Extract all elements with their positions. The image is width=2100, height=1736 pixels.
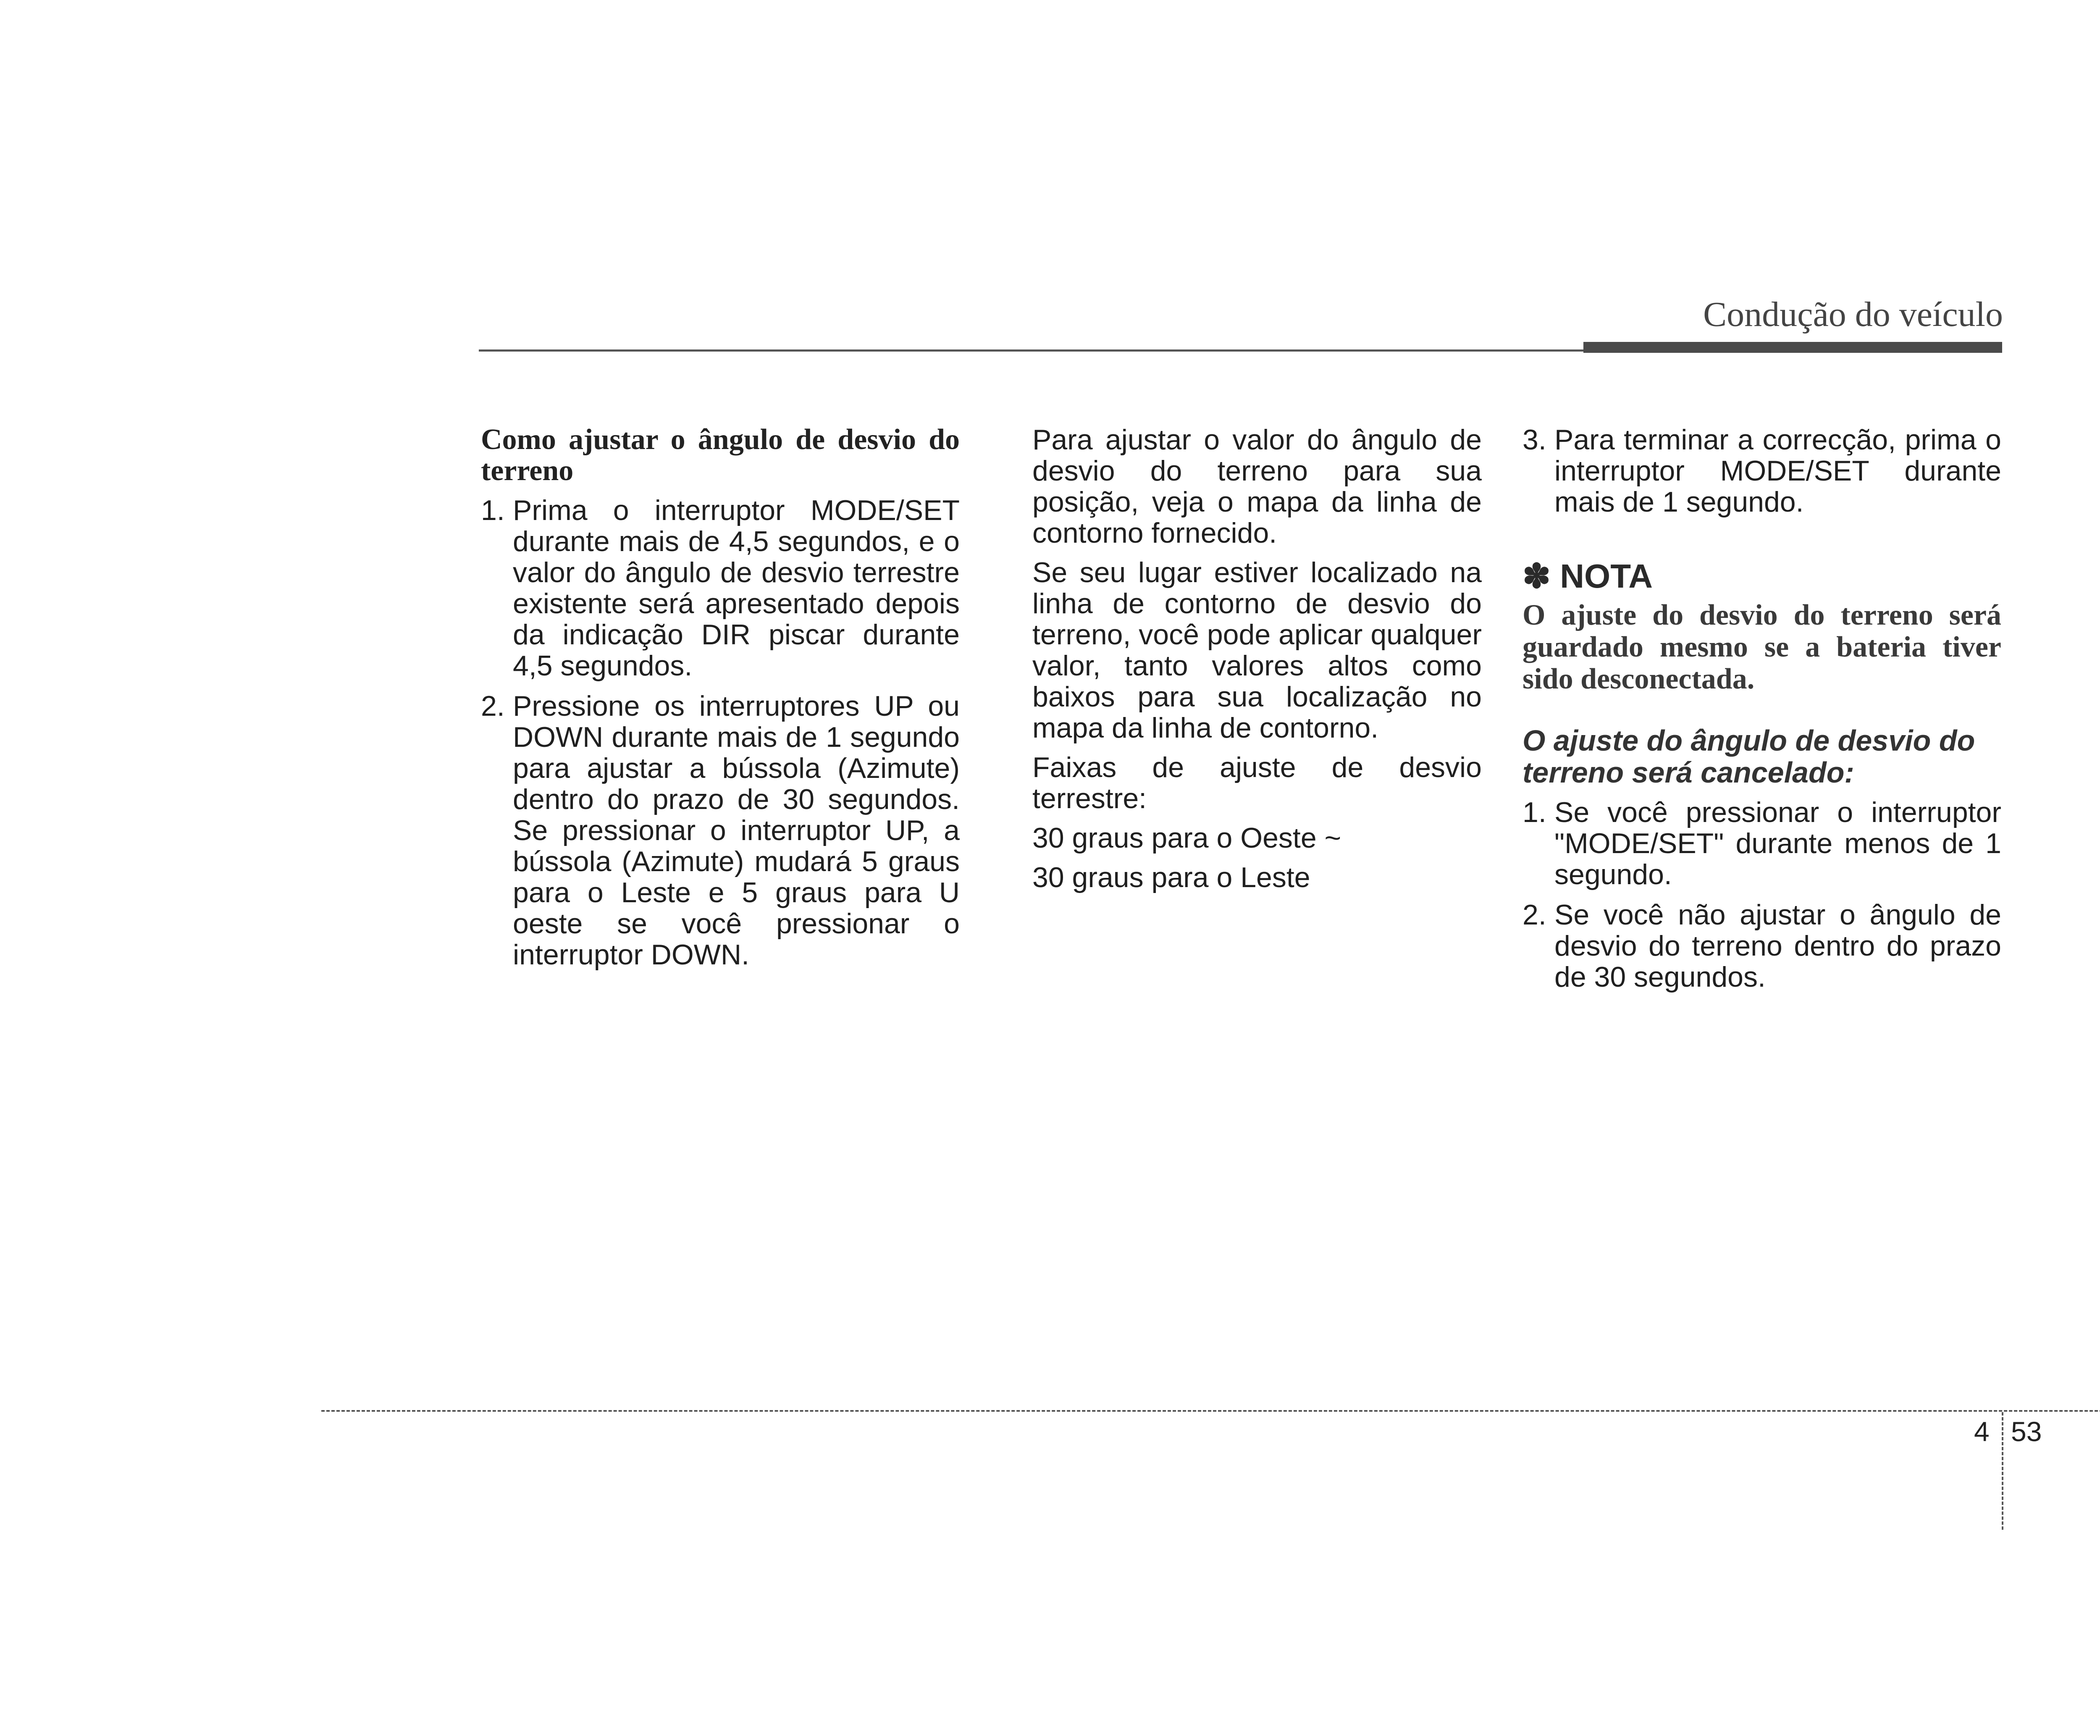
- column-middle: [1032, 424, 1482, 901]
- footer-divider: [2002, 1412, 2003, 1530]
- page-number: 53: [2011, 1416, 2042, 1447]
- list-number: 2.: [481, 690, 505, 722]
- list-text: Se você não ajustar o ângulo de desvio do terreno dentro do prazo de 30 segundos.: [1554, 899, 2001, 993]
- header-rule-accent: [1583, 342, 2002, 353]
- list-number: 1.: [481, 494, 505, 526]
- list-text: Prima o interruptor MODE/SET durante mais de 4,5 segundos, e o valor do ângulo de desvio terrestre existente será apresentado depois da indicação DIR piscar durante 4,5 segundos.: [513, 494, 960, 682]
- note-body: O ajuste do desvio do terreno será guardado mesmo se a bateria tiver sido desconectada.: [1522, 599, 2001, 695]
- list-text: Para terminar a correcção, prima o interruptor MODE/SET durante mais de 1 segundo.: [1554, 424, 2001, 518]
- list-item: [1522, 797, 2001, 890]
- list-item: [1522, 424, 2001, 517]
- cancel-list: [1522, 797, 2001, 993]
- list-text: Se você pressionar o interruptor "MODE/SET" durante menos de 1 segundo.: [1554, 796, 2001, 890]
- list-item: [1522, 899, 2001, 993]
- paragraph: Faixas de ajuste de desvio terrestre:: [1032, 751, 1482, 814]
- running-header-title: Condução do veículo: [1703, 295, 2003, 334]
- header-rule: [479, 349, 1583, 352]
- list-number: 3.: [1522, 424, 1546, 456]
- list-number: 1.: [1522, 796, 1546, 828]
- note-heading: ✽ NOTA: [1522, 557, 1653, 595]
- footer-rule: [321, 1410, 2100, 1412]
- column-left: [481, 424, 960, 980]
- paragraph: 30 graus para o Oeste ~: [1032, 822, 1341, 854]
- list-text: Pressione os interruptores UP ou DOWN durante mais de 1 segundo para ajustar a bússola (Azimute) dentro do prazo de 30 segundos. Se pressionar o interruptor UP, a bússola (Azimute) mudará 5 graus para o Leste e 5 graus para U oeste se você pressionar o interruptor DOWN.: [513, 690, 960, 971]
- section-heading: Como ajustar o ângulo de desvio do terreno: [481, 423, 960, 487]
- steps-list: [481, 495, 960, 970]
- list-item: [481, 691, 960, 970]
- column-right: [1522, 424, 2001, 1002]
- paragraph: Para ajustar o valor do ângulo de desvio do terreno para sua posição, veja o mapa da linha de contorno fornecido.: [1032, 424, 1482, 549]
- paragraph: 30 graus para o Leste: [1032, 861, 1310, 893]
- paragraph: Se seu lugar estiver localizado na linha de contorno de desvio do terreno, você pode aplicar qualquer valor, tanto valores altos como baixos para sua localização no mapa da linha de contorno.: [1032, 557, 1482, 744]
- list-number: 2.: [1522, 899, 1546, 931]
- cancel-heading: O ajuste do ângulo de desvio do terreno será cancelado:: [1522, 724, 1975, 789]
- list-item: [481, 495, 960, 681]
- chapter-number: 4: [1974, 1416, 1990, 1447]
